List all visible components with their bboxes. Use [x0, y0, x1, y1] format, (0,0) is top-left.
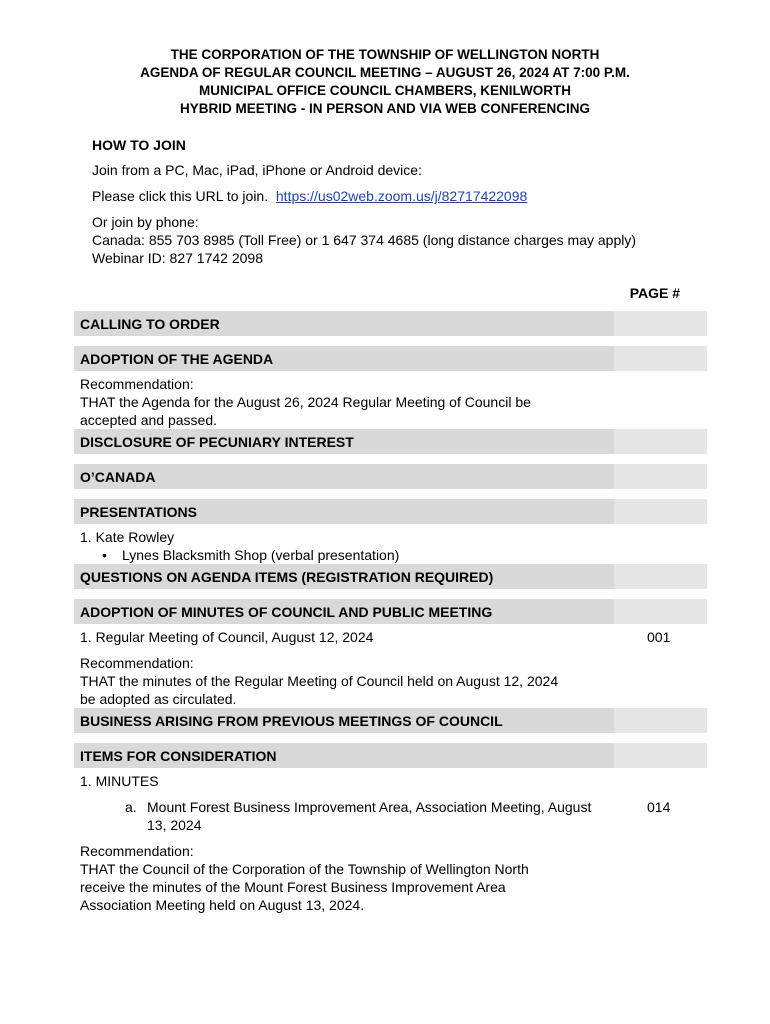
section-adoption-of-agenda: ADOPTION OF THE AGENDA [74, 346, 707, 371]
items-subheading: 1. MINUTES [80, 773, 159, 789]
section-business-arising: BUSINESS ARISING FROM PREVIOUS MEETINGS OF COUNCIL [74, 708, 707, 733]
agenda-table [74, 311, 707, 914]
adoption-recommendation: Recommendation: THAT the Agenda for the August 26, 2024 Regular Meeting of Council be accepted and passed. [80, 376, 531, 428]
minutes-body: 1. Regular Meeting of Council, August 12, 2024 001 Recommendation: THAT the minutes of the Regular Meeting of Council held on August 12, 2024 be adopted as circulated. [74, 626, 707, 708]
header-line-1: THE CORPORATION OF THE TOWNSHIP OF WELLINGTON NORTH [170, 47, 600, 62]
presentation-item: 1. Kate Rowley [80, 529, 175, 545]
document-header [0, 46, 770, 118]
phone-numbers: Canada: 855 703 8985 (Toll Free) or 1 647 374 4685 (long distance charges may apply) [92, 232, 637, 248]
section-ocanada: O’CANADA [74, 464, 707, 489]
zoom-link[interactable]: https://us02web.zoom.us/j/82717422098 [275, 188, 528, 204]
section-questions: QUESTIONS ON AGENDA ITEMS (REGISTRATION REQUIRED) [74, 564, 707, 589]
join-device-text: Join from a PC, Mac, iPad, iPhone or Android device: [92, 162, 422, 178]
phone-intro: Or join by phone: [92, 214, 199, 230]
item-a-page-number: 014 [647, 799, 671, 815]
section-minutes: ADOPTION OF MINUTES OF COUNCIL AND PUBLIC MEETING [74, 599, 707, 624]
presentations-body [74, 526, 707, 564]
header-line-3: MUNICIPAL OFFICE COUNCIL CHAMBERS, KENILWORTH [199, 83, 571, 98]
section-calling-to-order: CALLING TO ORDER [74, 311, 707, 336]
webinar-id: Webinar ID: 827 1742 2098 [92, 250, 263, 266]
header-line-4: HYBRID MEETING - IN PERSON AND VIA WEB CONFERENCING [179, 101, 591, 116]
section-disclosure: DISCLOSURE OF PECUNIARY INTEREST [74, 429, 707, 454]
how-to-join-title: HOW TO JOIN [92, 137, 186, 153]
how-to-join [92, 136, 712, 267]
minutes-page-number: 001 [647, 629, 671, 645]
minutes-item: 1. Regular Meeting of Council, August 12, 2024 [80, 629, 374, 645]
items-body: 1. MINUTES a. Mount Forest Business Improvement Area, Association Meeting, August 13, 2024 014 Recommendation: THAT the Council of the Corporation of the Township of Wellington North receive the minutes of the Mount Forest Business Improvement Area Association Meeting held on August 13, 2024. [74, 770, 707, 914]
item-a-text: Mount Forest Business Improvement Area, Association Meeting, August 13, 2024 [147, 799, 592, 833]
join-url-prefix: Please click this URL to join. [92, 188, 269, 204]
presentation-bullet: • Lynes Blacksmith Shop (verbal presentation) [80, 546, 707, 564]
item-a-letter: a. [125, 799, 137, 815]
header-line-2: AGENDA OF REGULAR COUNCIL MEETING – AUGUST 26, 2024 AT 7:00 P.M. [140, 65, 630, 80]
join-url-line [92, 187, 712, 205]
section-presentations: PRESENTATIONS [74, 499, 707, 524]
section-items-for-consideration: ITEMS FOR CONSIDERATION [74, 743, 707, 768]
page-number-header: PAGE # [629, 285, 680, 301]
